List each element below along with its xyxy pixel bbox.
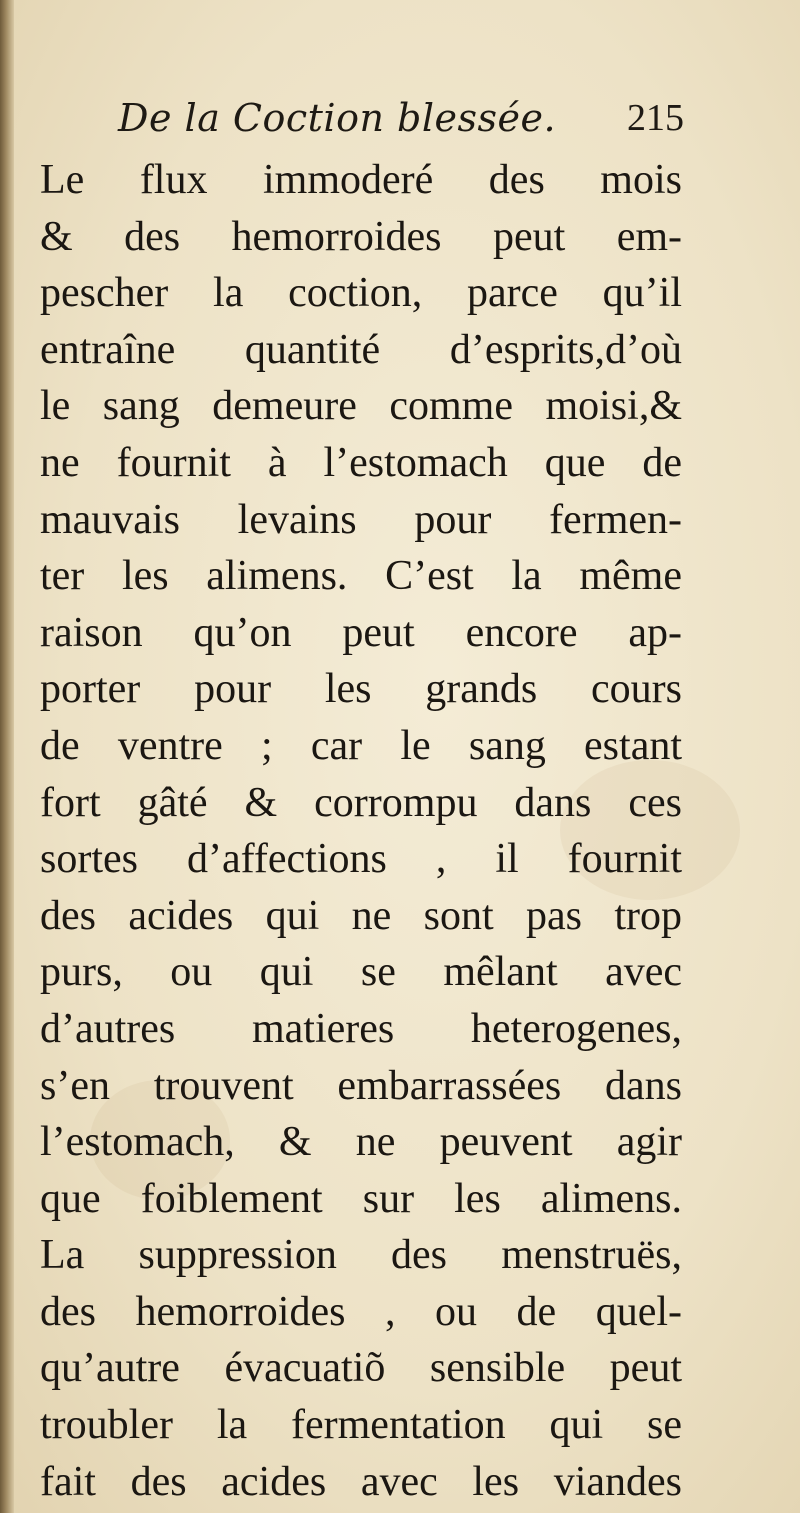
text-line: porter pour les grands cours bbox=[40, 666, 682, 713]
text-line: mauvais levains pour fermen- bbox=[40, 496, 682, 543]
text-line: entraîne quantité d’esprits,d’où bbox=[40, 326, 682, 373]
text-line: que foiblement sur les alimens. bbox=[40, 1175, 682, 1222]
text-line: ter les alimens. C’est la même bbox=[40, 553, 682, 600]
text-line: pescher la coction, parce qu’il bbox=[40, 270, 682, 317]
body-text bbox=[40, 152, 682, 1510]
text-line: ne fournit à l’estomach que de bbox=[40, 439, 682, 486]
text-line: fait des acides avec les viandes bbox=[40, 1458, 682, 1505]
text-line: des hemorroides , ou de quel- bbox=[40, 1288, 682, 1335]
text-line: fort gâté & corrompu dans ces bbox=[40, 779, 682, 826]
text-line: Le flux immoderé des mois bbox=[40, 157, 682, 203]
text-line: s’en trouvent embarrassées dans bbox=[40, 1062, 682, 1109]
text-line: troubler la fermentation qui se bbox=[40, 1402, 682, 1449]
text-line: La suppression des menstruës, bbox=[40, 1232, 682, 1279]
text-line: qu’autre évacuatiõ sensible peut bbox=[40, 1345, 682, 1392]
text-line: l’estomach, & ne peuvent agir bbox=[40, 1119, 682, 1166]
text-line: raison qu’on peut encore ap- bbox=[40, 609, 682, 656]
text-line: & des hemorroides peut em- bbox=[40, 213, 682, 260]
page-number: 215 bbox=[627, 97, 684, 139]
binding-edge bbox=[0, 0, 14, 1513]
running-head: De la Coction blessée. bbox=[118, 96, 557, 140]
text-line: d’autres matieres heterogenes, bbox=[40, 1005, 682, 1052]
text-line: purs, ou qui se mêlant avec bbox=[40, 949, 682, 996]
text-line: des acides qui ne sont pas trop bbox=[40, 892, 682, 939]
text-line: de ventre ; car le sang estant bbox=[40, 722, 682, 769]
text-line: sortes d’affections , il fournit bbox=[40, 836, 682, 883]
text-line: le sang demeure comme moisi,& bbox=[40, 383, 682, 430]
page-header bbox=[118, 96, 688, 148]
